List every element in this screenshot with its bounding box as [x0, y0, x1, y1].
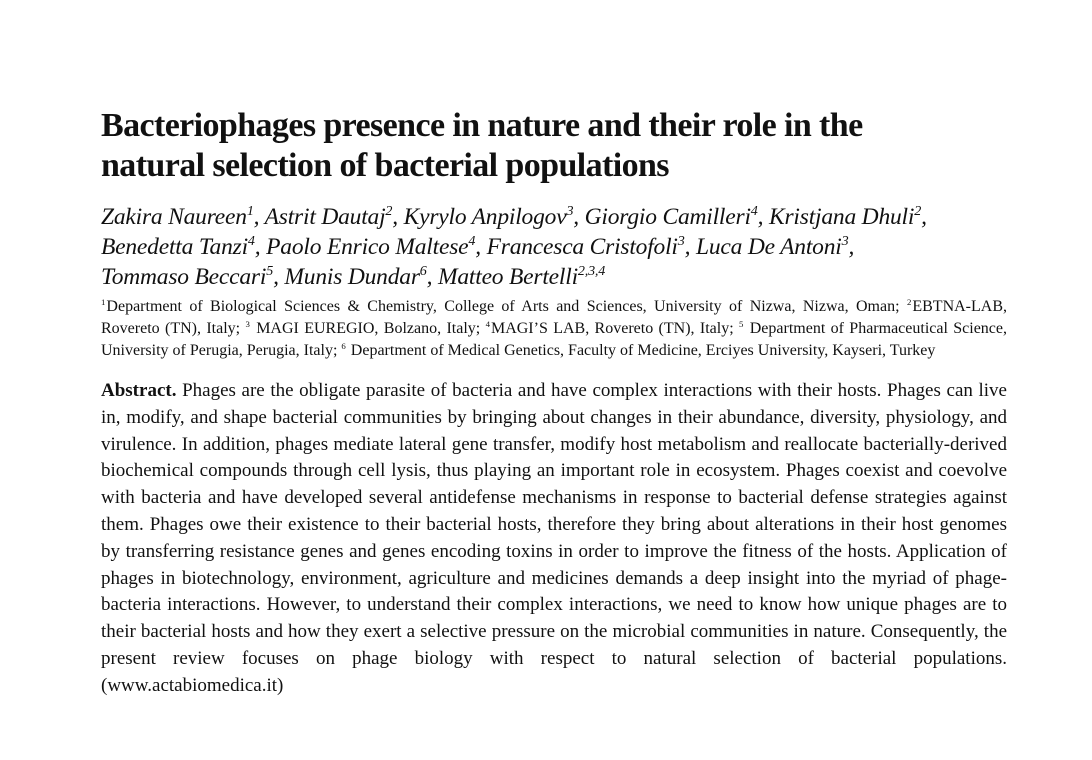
paper-title: [101, 106, 1007, 186]
author: Munis Dundar$^6$,: [284, 263, 438, 290]
author: Astrit Dautaj$^2$,: [264, 203, 404, 230]
author: Kyrylo Anpilogov$^3$,: [403, 203, 585, 230]
affiliation: $^6$ Department of Medical Genetics, Faculty of Medicine, Erciyes University, Kayseri, Turkey: [341, 340, 936, 359]
author: Paolo Enrico Maltese$^4$,: [266, 233, 487, 260]
affiliation: $^3$ MAGI EUREGIO, Bolzano, Italy;: [245, 318, 486, 337]
affiliation: $^2$EBTNA-LAB, Rovereto (TN), Italy;: [101, 296, 1007, 337]
affiliations: [101, 296, 1007, 362]
author: Francesca Cristofoli$^3$,: [486, 233, 696, 260]
author: Zakira Naureen$^1$,: [101, 203, 265, 230]
paper-page: [101, 106, 1007, 719]
abstract-text: Phages are the obligate parasite of bacteria and have complex interactions with their hosts. Phages can live in, modify, and shape bacterial communities by bringing about changes in their abundance, diversity, physiology, and virulence. In addition, phages mediate lateral gene transfer, modify host metabolism and reallocate bacterially-derived biochemical compounds through cell lysis, thus playing an important role in ecosystem. Phages coexist and coevolve with bacteria and have developed several antidefense mechanisms in response to bacterial defense strategies against them. Phages owe their existence to their bacterial hosts, therefore they bring about alterations in their host genomes by transferring resistance genes and genes encoding toxins in order to improve the fitness of the hosts. Application of phages in biotechnology, environment, agriculture and medicines demands a deep insight into the myriad of phage-bacteria interactions. However, to understand their complex interactions, we need to know how unique phages are to their bacterial hosts and how they exert a selective pressure on the microbial communities in nature. Consequently, the present review focuses on phage biology with respect to natural selection of bacterial populations. (www.actabiomedica.it): [101, 380, 1007, 696]
affiliation: $^5$ Department of Pharmaceutical Science, University of Perugia, Perugia, Italy;: [101, 318, 1008, 359]
abstract-label: Abstract.: [101, 380, 177, 401]
author: Matteo Bertelli$^{2,3,4}$: [437, 263, 606, 290]
author: Kristjana Dhuli$^2$,: [769, 203, 927, 230]
author: Benedetta Tanzi$^4$,: [101, 233, 267, 260]
author: Tommaso Beccari$^5$,: [101, 263, 285, 290]
author: Luca De Antoni$^3$,: [695, 233, 855, 260]
title-line-1: Bacteriophages presence in nature and their role in the: [101, 107, 863, 144]
affiliation: $^4$MAGI’S LAB, Rovereto (TN), Italy;: [485, 318, 739, 337]
abstract: [101, 378, 1007, 700]
author-list: [101, 202, 1007, 292]
author: Giorgio Camilleri$^4$,: [584, 203, 769, 230]
affiliation: $^1$Department of Biological Sciences & Chemistry, College of Arts and Sciences, University of Nizwa, Nizwa, Oman;: [101, 296, 907, 315]
title-line-2: natural selection of bacterial populations: [101, 147, 669, 184]
